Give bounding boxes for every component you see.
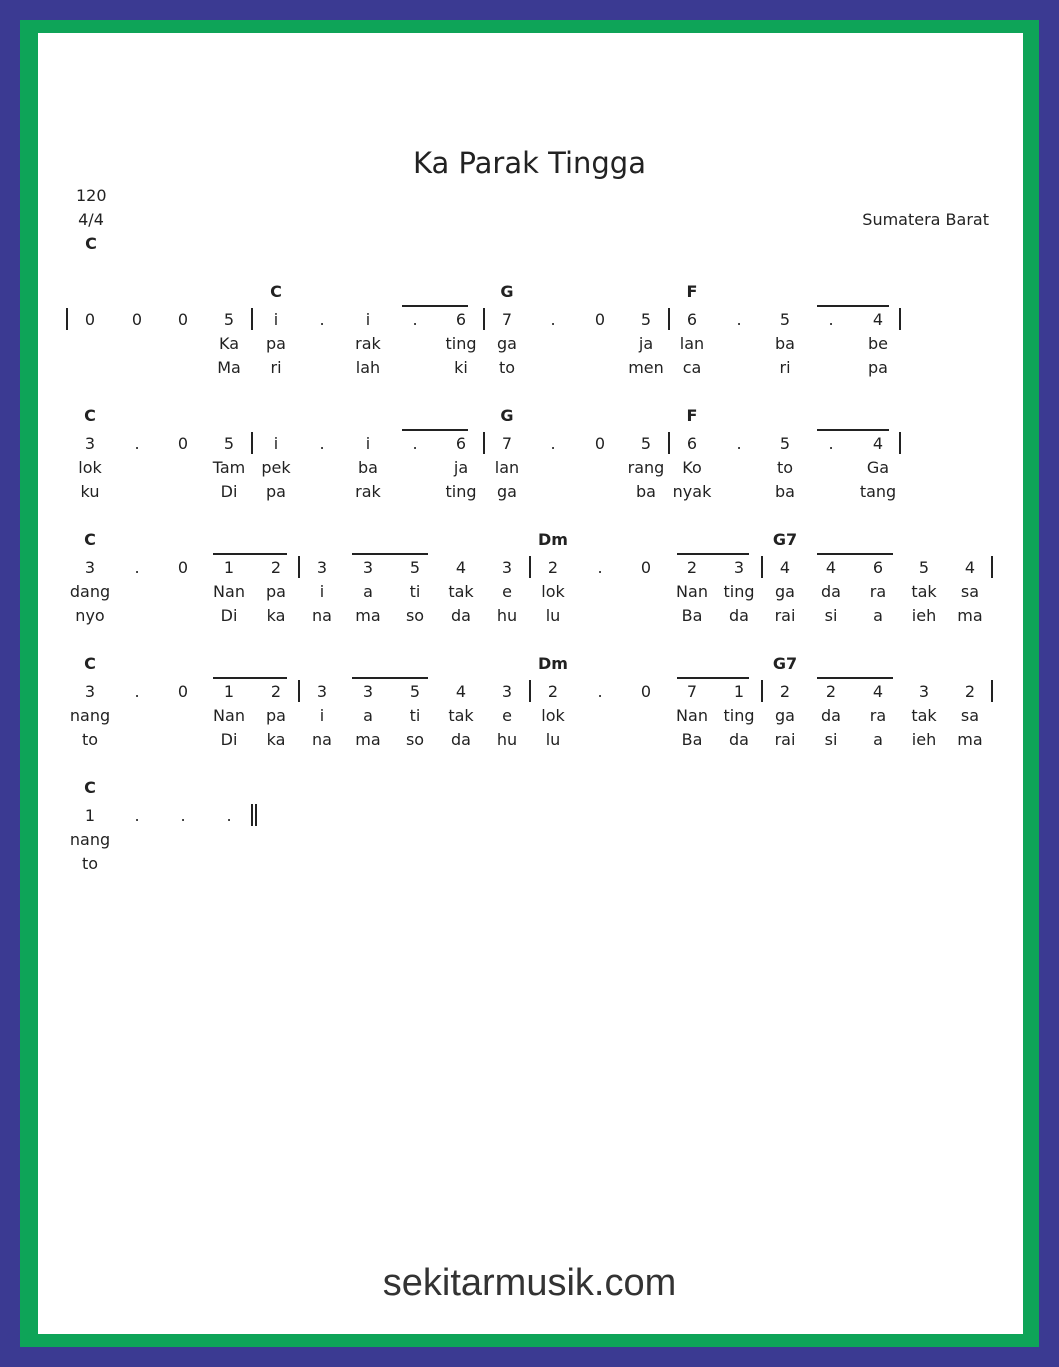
lyric: ieh [911,606,937,625]
lyric: ti [409,582,421,601]
lyric: ting [445,334,477,353]
note: 0 [594,434,606,453]
note: 4 [455,558,467,577]
lyric: a [873,606,883,625]
note: 0 [177,310,189,329]
lyric: na [312,730,332,749]
lyric: Nan [213,706,245,725]
note-dot: . [597,682,603,701]
note-dot: . [319,310,325,329]
note: 5 [223,310,235,329]
score-system-5 [0,778,1059,888]
note-high: i [273,310,279,329]
note-dot: . [180,806,186,825]
note: 0 [177,682,189,701]
note: 3 [84,682,96,701]
lyric: da [821,706,841,725]
note: 3 [362,682,374,701]
beam-line [677,677,749,679]
score-system-2 [0,406,1059,516]
note-dot: . [828,434,834,453]
bar-line [529,680,531,702]
lyric: to [498,358,516,377]
note: 3 [316,558,328,577]
note: 2 [547,558,559,577]
lyric: ma [957,730,983,749]
lyric: e [502,582,512,601]
bar-line [668,432,670,454]
note: 4 [872,310,884,329]
lyric: ku [80,482,100,501]
note: 3 [84,434,96,453]
chord-label: C [84,778,96,797]
lyric: a [363,706,373,725]
note-dot: . [550,310,556,329]
note: 3 [501,558,513,577]
note: 5 [918,558,930,577]
lyric: ba [775,482,795,501]
note: 5 [409,558,421,577]
note-dot: . [550,434,556,453]
note: 0 [131,310,143,329]
lyric: tak [448,706,474,725]
lyric: a [363,582,373,601]
lyric: ti [409,706,421,725]
lyric: ba [775,334,795,353]
lyric: Tam [212,458,246,477]
note: 1 [223,682,235,701]
note: 5 [223,434,235,453]
note: 7 [501,310,513,329]
note: 6 [455,434,467,453]
chord-label: G7 [772,654,798,673]
note: 4 [872,434,884,453]
note-dot: . [597,558,603,577]
lyric: pek [261,458,291,477]
final-bar-line [251,804,257,826]
lyric: so [405,730,425,749]
note: 2 [270,558,282,577]
bar-line [899,308,901,330]
note-high: i [365,310,371,329]
lyric: tak [911,706,937,725]
lyric: pa [266,482,286,501]
lyric: ka [266,730,286,749]
note: 2 [547,682,559,701]
lyric: Nan [676,706,708,725]
lyric: e [502,706,512,725]
bar-line [66,308,68,330]
lyric: da [451,730,471,749]
note-dot: . [412,310,418,329]
lyric: rai [774,606,796,625]
note: 6 [686,310,698,329]
lyric: tang [859,482,897,501]
chord-label: C [270,282,282,301]
bar-line [251,432,253,454]
lyric: da [451,606,471,625]
lyric: rak [355,482,381,501]
lyric: si [824,606,838,625]
note: 2 [779,682,791,701]
chord-label: G [500,282,514,301]
chord-label: Dm [538,654,568,673]
song-title: Ka Parak Tingga [412,146,646,180]
note: 3 [362,558,374,577]
bar-line [668,308,670,330]
note: 2 [825,682,837,701]
song-origin: Sumatera Barat [862,210,989,229]
lyric: so [405,606,425,625]
lyric: ja [638,334,654,353]
bar-line [899,432,901,454]
lyric: ba [358,458,378,477]
beam-line [213,677,287,679]
lyric: ga [497,482,517,501]
lyric: dang [69,582,111,601]
note: 0 [640,558,652,577]
lyric: ki [454,358,468,377]
lyric: ieh [911,730,937,749]
lyric: ra [869,582,887,601]
lyric: Di [220,482,238,501]
lyric: ting [723,582,755,601]
bar-line [483,308,485,330]
lyric: ma [355,606,381,625]
note: 4 [825,558,837,577]
lyric: lu [545,606,561,625]
lyric: hu [496,730,518,749]
note-dot: . [319,434,325,453]
chord-label: C [84,654,96,673]
note-dot: . [134,434,140,453]
lyric: hu [496,606,518,625]
lyric: tak [911,582,937,601]
lyric: ri [779,358,791,377]
lyric: na [312,606,332,625]
note: 2 [686,558,698,577]
beam-line [352,677,428,679]
lyric: i [319,582,325,601]
lyric: rang [627,458,665,477]
lyric: lu [545,730,561,749]
lyric: ri [270,358,282,377]
lyric: nyo [75,606,105,625]
site-watermark: sekitarmusik.com [382,1262,677,1304]
lyric: ga [775,706,795,725]
bar-line [761,680,763,702]
lyric: pa [266,334,286,353]
lyric: Ma [217,358,241,377]
note: 4 [964,558,976,577]
note-dot: . [134,682,140,701]
note: 1 [223,558,235,577]
note: 3 [501,682,513,701]
note-dot: . [736,310,742,329]
note: 6 [872,558,884,577]
lyric: to [81,730,99,749]
note: 1 [733,682,745,701]
lyric: ca [682,358,702,377]
note: 5 [409,682,421,701]
time-signature: 4/4 [78,210,104,229]
beam-line [213,553,287,555]
beam-line [677,553,749,555]
note: 3 [84,558,96,577]
note: 5 [640,434,652,453]
lyric: ma [957,606,983,625]
score-system-3 [0,530,1059,640]
lyric: Ko [682,458,702,477]
note: 6 [686,434,698,453]
lyric: Nan [213,582,245,601]
beam-line [817,677,893,679]
score-system-1 [0,282,1059,392]
bar-line [251,308,253,330]
bar-line [991,556,993,578]
note: 3 [733,558,745,577]
lyric: ra [869,706,887,725]
beam-line [817,553,893,555]
lyric: lan [679,334,705,353]
lyric: be [868,334,888,353]
lyric: to [776,458,794,477]
note-dot: . [134,806,140,825]
note: 4 [779,558,791,577]
chord-label: G [500,406,514,425]
beam-line [817,305,889,307]
lyric: ka [266,606,286,625]
lyric: sa [960,582,980,601]
note-high: i [365,434,371,453]
chord-label: F [686,406,698,425]
lyric: ma [355,730,381,749]
key-signature: C [85,234,97,253]
note: 0 [177,434,189,453]
lyric: ja [453,458,469,477]
chord-label: Dm [538,530,568,549]
lyric: lah [355,358,381,377]
chord-label: F [686,282,698,301]
lyric: lok [78,458,102,477]
note: 7 [501,434,513,453]
lyric: lok [541,582,565,601]
note: 1 [84,806,96,825]
bar-line [529,556,531,578]
lyric: Nan [676,582,708,601]
lyric: to [81,854,99,873]
lyric: Ka [218,334,240,353]
lyric: nang [69,830,111,849]
lyric: men [628,358,664,377]
note: 5 [640,310,652,329]
lyric: rai [774,730,796,749]
lyric: pa [868,358,888,377]
lyric: rak [355,334,381,353]
lyric: Di [220,730,238,749]
note: 5 [779,310,791,329]
bar-line [483,432,485,454]
beam-line [817,429,889,431]
lyric: ga [497,334,517,353]
note: 3 [918,682,930,701]
bar-line [991,680,993,702]
lyric: ba [636,482,656,501]
lyric: da [821,582,841,601]
beam-line [352,553,428,555]
lyric: Ba [681,606,703,625]
note: 6 [455,310,467,329]
chord-label: C [84,530,96,549]
beam-line [402,429,468,431]
lyric: Di [220,606,238,625]
note: 2 [270,682,282,701]
note-dot: . [828,310,834,329]
note: 3 [316,682,328,701]
bar-line [298,680,300,702]
lyric: nyak [672,482,712,501]
lyric: da [729,606,749,625]
note-dot: . [134,558,140,577]
lyric: da [729,730,749,749]
lyric: i [319,706,325,725]
lyric: pa [266,582,286,601]
lyric: lok [541,706,565,725]
note: 0 [177,558,189,577]
lyric: pa [266,706,286,725]
note: 4 [455,682,467,701]
bar-line [761,556,763,578]
beam-line [402,305,468,307]
lyric: ga [775,582,795,601]
lyric: tak [448,582,474,601]
note: 2 [964,682,976,701]
bar-line [298,556,300,578]
chord-label: C [84,406,96,425]
lyric: Ba [681,730,703,749]
lyric: si [824,730,838,749]
lyric: ting [723,706,755,725]
lyric: ting [445,482,477,501]
score-system-4 [0,654,1059,764]
tempo: 120 [76,186,107,205]
lyric: Ga [866,458,890,477]
note-low: 7 [686,682,698,701]
lyric: nang [69,706,111,725]
lyric: sa [960,706,980,725]
note: 0 [640,682,652,701]
note-high: i [273,434,279,453]
note: 0 [84,310,96,329]
chord-label: G7 [772,530,798,549]
lyric: a [873,730,883,749]
note: 5 [779,434,791,453]
note-dot: . [226,806,232,825]
lyric: lan [494,458,520,477]
note-dot: . [736,434,742,453]
note: 0 [594,310,606,329]
note-dot: . [412,434,418,453]
note: 4 [872,682,884,701]
